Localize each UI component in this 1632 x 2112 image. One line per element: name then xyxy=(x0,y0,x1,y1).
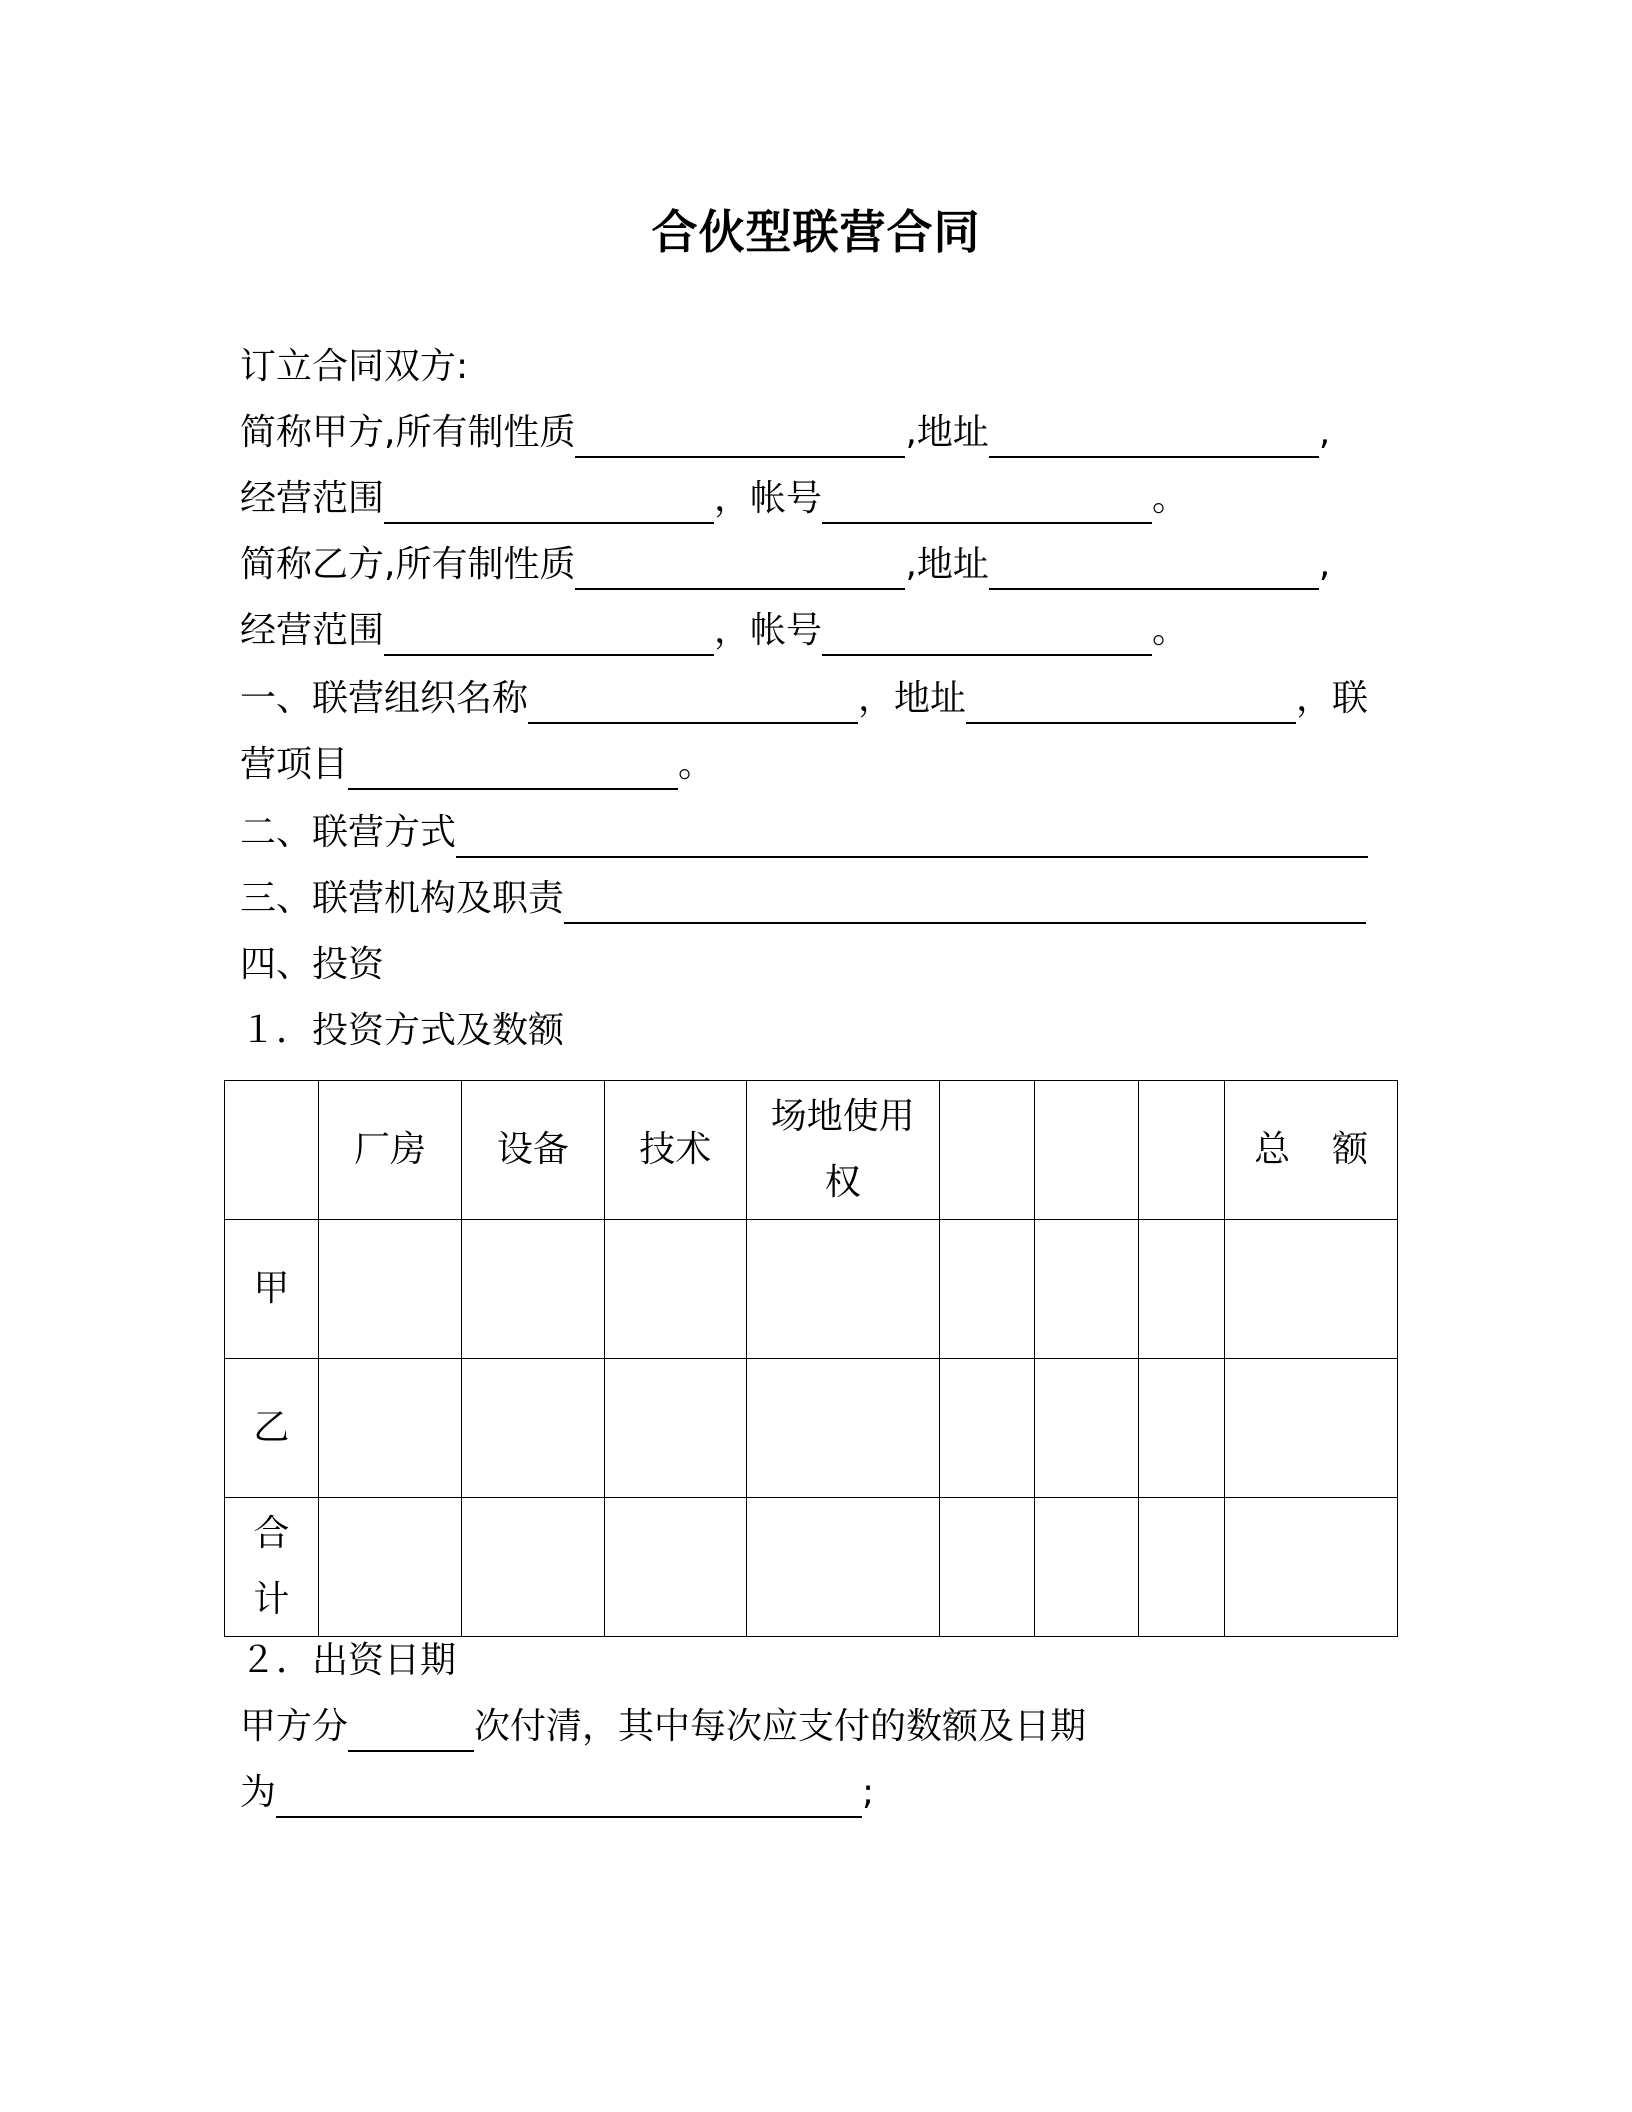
table-cell[interactable] xyxy=(604,1220,746,1359)
table-cell[interactable] xyxy=(746,1220,939,1359)
table-cell[interactable] xyxy=(1225,1220,1398,1359)
header-total-char-2: 额 xyxy=(1332,1129,1369,1170)
table-cell[interactable] xyxy=(462,1498,604,1637)
table-cell[interactable] xyxy=(939,1359,1034,1498)
table-cell[interactable] xyxy=(1138,1220,1225,1359)
party-b-scope-label: 经营范围 xyxy=(240,610,385,651)
table-cell[interactable] xyxy=(939,1498,1034,1637)
table-cell[interactable] xyxy=(604,1498,746,1637)
item-2-heading: ２．出资日期 xyxy=(240,1640,457,1681)
table-cell[interactable] xyxy=(939,1220,1034,1359)
table-header-row xyxy=(225,1081,1398,1220)
payment-line-2 xyxy=(240,1768,874,1818)
party-b-scope-field[interactable] xyxy=(384,612,714,656)
header-total xyxy=(1225,1081,1398,1220)
payment-schedule-field[interactable] xyxy=(276,1774,862,1818)
party-a-line-2 xyxy=(240,474,1188,524)
table-cell[interactable] xyxy=(462,1220,604,1359)
party-a-end: 。 xyxy=(1152,478,1189,519)
table-cell[interactable] xyxy=(1034,1220,1138,1359)
party-a-line-1 xyxy=(240,408,1330,458)
header-equipment: 设备 xyxy=(462,1081,604,1220)
party-b-address-label: ,地址 xyxy=(905,544,989,585)
document-title: 合伙型联营合同 xyxy=(651,205,981,259)
header-land-use-line-1: 场地使用 xyxy=(770,1096,915,1137)
section-3-label: 三、联营机构及职责 xyxy=(240,878,565,919)
header-land-use xyxy=(746,1081,939,1220)
party-a-scope-field[interactable] xyxy=(384,480,714,524)
table-row xyxy=(225,1359,1398,1498)
section-1-line-1 xyxy=(240,674,1368,724)
table-cell[interactable] xyxy=(1138,1498,1225,1637)
table-cell[interactable] xyxy=(1225,1498,1398,1637)
party-b-account-field[interactable] xyxy=(822,612,1152,656)
table-cell[interactable] xyxy=(746,1498,939,1637)
payment-line-1 xyxy=(240,1702,1086,1752)
section-1-project-label: 营项目 xyxy=(240,744,349,785)
party-b-address-field[interactable] xyxy=(989,546,1319,590)
payment-count-field[interactable] xyxy=(348,1708,474,1752)
payment-mid: 次付清，其中每次应支付的数额及日期 xyxy=(474,1706,1087,1747)
table-cell[interactable] xyxy=(318,1498,461,1637)
table-cell[interactable] xyxy=(1138,1081,1225,1220)
party-a-ownership-label: 简称甲方,所有制性质 xyxy=(240,412,576,453)
section-3-line xyxy=(240,874,1366,924)
party-b-line-2 xyxy=(240,606,1188,656)
section-4-heading: 四、投资 xyxy=(240,944,385,985)
party-a-ownership-field[interactable] xyxy=(575,414,905,458)
section-1-address-field[interactable] xyxy=(966,680,1296,724)
header-total-char-1: 总 xyxy=(1254,1129,1291,1170)
table-row xyxy=(225,1220,1398,1359)
table-cell[interactable] xyxy=(1138,1359,1225,1498)
party-b-line-1 xyxy=(240,540,1330,590)
table-cell[interactable] xyxy=(225,1081,319,1220)
party-a-account-field[interactable] xyxy=(822,480,1152,524)
section-1-name-field[interactable] xyxy=(528,680,858,724)
section-1-end: 。 xyxy=(678,744,715,785)
party-a-address-field[interactable] xyxy=(989,414,1319,458)
payment-end: ; xyxy=(862,1772,875,1813)
party-b-account-label: ，帐号 xyxy=(714,610,823,651)
section-1-line-2 xyxy=(240,740,714,790)
table-cell[interactable] xyxy=(462,1359,604,1498)
party-a-scope-label: 经营范围 xyxy=(240,478,385,519)
section-2-label: 二、联营方式 xyxy=(240,812,457,853)
table-cell[interactable] xyxy=(318,1359,461,1498)
table-cell[interactable] xyxy=(604,1359,746,1498)
row-label-total xyxy=(225,1498,319,1637)
table-cell[interactable] xyxy=(1034,1498,1138,1637)
section-1-project-field[interactable] xyxy=(348,746,678,790)
item-1-heading: １．投资方式及数额 xyxy=(240,1010,565,1051)
party-b-ownership-field[interactable] xyxy=(575,546,905,590)
parties-heading: 订立合同双方: xyxy=(240,346,469,387)
row-label-party-b: 乙 xyxy=(225,1359,319,1498)
table-cell[interactable] xyxy=(746,1359,939,1498)
header-plant: 厂房 xyxy=(318,1081,461,1220)
party-a-comma: , xyxy=(1318,412,1331,453)
payment-lead: 甲方分 xyxy=(240,1706,349,1747)
section-1-address-label: ，地址 xyxy=(858,678,967,719)
investment-table xyxy=(224,1080,1398,1637)
section-2-field[interactable] xyxy=(456,814,1368,858)
party-b-end: 。 xyxy=(1152,610,1189,651)
payment-cont: 为 xyxy=(240,1772,277,1813)
row-label-total-line-1: 合 xyxy=(253,1513,290,1554)
section-1-tail: ，联 xyxy=(1296,678,1369,719)
row-label-party-a: 甲 xyxy=(225,1220,319,1359)
table-cell[interactable] xyxy=(939,1081,1034,1220)
section-2-line xyxy=(240,808,1368,858)
table-cell[interactable] xyxy=(318,1220,461,1359)
party-a-address-label: ,地址 xyxy=(905,412,989,453)
table-cell[interactable] xyxy=(1034,1081,1138,1220)
header-technology: 技术 xyxy=(604,1081,746,1220)
party-b-ownership-label: 简称乙方,所有制性质 xyxy=(240,544,576,585)
section-1-name-label: 一、联营组织名称 xyxy=(240,678,529,719)
row-label-total-line-2: 计 xyxy=(253,1579,290,1620)
party-b-comma: , xyxy=(1318,544,1331,585)
table-cell[interactable] xyxy=(1225,1359,1398,1498)
header-land-use-line-2: 权 xyxy=(824,1162,861,1203)
table-cell[interactable] xyxy=(1034,1359,1138,1498)
section-3-field[interactable] xyxy=(564,880,1366,924)
table-row xyxy=(225,1498,1398,1637)
party-a-account-label: ，帐号 xyxy=(714,478,823,519)
